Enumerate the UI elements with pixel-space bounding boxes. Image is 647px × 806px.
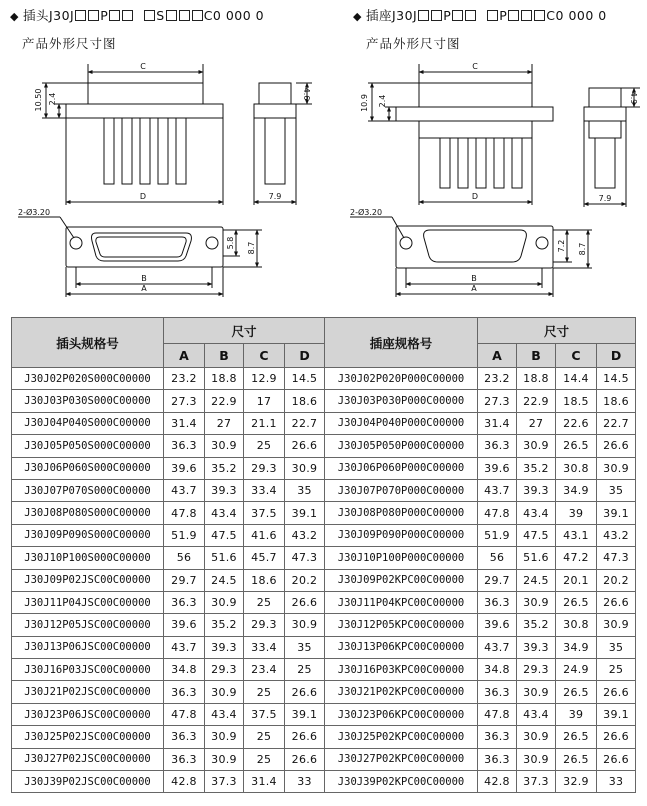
socket-b-cell: 30.9	[517, 748, 556, 770]
socket-b-cell: 43.4	[517, 502, 556, 524]
table-row	[12, 681, 636, 703]
plug-d-cell: 26.6	[285, 681, 325, 703]
socket-model-cell: J30J39P02KPC00C00000	[325, 771, 478, 793]
diamond-bullet-icon: ◆	[353, 10, 362, 23]
socket-c-cell: 32.9	[556, 771, 597, 793]
plug-d-cell: 26.6	[285, 748, 325, 770]
socket-d-cell: 26.6	[597, 748, 636, 770]
socket-b-cell: 30.9	[517, 681, 556, 703]
plug-model-cell: J30J09P02JSC00C00000	[12, 569, 164, 591]
socket-model-cell: J30J02P020P000C00000	[325, 368, 478, 390]
socket-b-cell: 27	[517, 412, 556, 434]
socket-d-cell: 22.7	[597, 412, 636, 434]
plug-model-cell: J30J21P02JSC00C00000	[12, 681, 164, 703]
socket-b-cell: 22.9	[517, 390, 556, 412]
table-row	[12, 390, 636, 412]
plug-d-cell: 30.9	[285, 614, 325, 636]
plug-d-cell: 26.6	[285, 591, 325, 613]
plug-c-cell: 25	[244, 748, 285, 770]
dim-holes-label: 2-Ø3.20	[350, 208, 383, 217]
plug-b-cell: 47.5	[205, 524, 244, 546]
socket-d-cell: 20.2	[597, 569, 636, 591]
diamond-bullet-icon: ◆	[10, 10, 19, 23]
socket-c-cell: 14.4	[556, 368, 597, 390]
plug-c-cell: 18.6	[244, 569, 285, 591]
dim-flange-height-label: 2.4	[378, 94, 387, 108]
socket-a-cell: 42.8	[478, 771, 517, 793]
plug-b-cell: 30.9	[205, 681, 244, 703]
socket-model-cell: J30J25P02KPC00C00000	[325, 726, 478, 748]
socket-c-cell: 30.8	[556, 457, 597, 479]
socket-c-cell: 18.5	[556, 390, 597, 412]
plug-c-cell: 45.7	[244, 547, 285, 569]
dim-a-label: A	[141, 284, 147, 293]
dim-side-width-label: 7.9	[598, 194, 612, 203]
socket-model-cell: J30J08P080P000C00000	[325, 502, 478, 524]
plug-b-cell: 39.3	[205, 479, 244, 501]
table-row	[12, 524, 636, 546]
table-row	[12, 748, 636, 770]
plug-b-cell: 22.9	[205, 390, 244, 412]
plug-series-s: S	[156, 8, 165, 23]
plug-d-cell: 14.5	[285, 368, 325, 390]
plug-a-cell: 27.3	[164, 390, 205, 412]
socket-b-cell: 39.3	[517, 636, 556, 658]
dim-a-label: A	[471, 284, 477, 293]
socket-model-cell: J30J12P05KPC00C00000	[325, 614, 478, 636]
plug-b-cell: 30.9	[205, 726, 244, 748]
socket-c-cell: 43.1	[556, 524, 597, 546]
table-row	[12, 547, 636, 569]
socket-a-cell: 36.3	[478, 591, 517, 613]
dim-h2-label: 8.7	[247, 241, 256, 255]
plug-drawing-subtitle: 产品外形尺寸图	[22, 36, 117, 51]
plug-model-cell: J30J27P02JSC00C00000	[12, 748, 164, 770]
plug-b-cell: 43.4	[205, 502, 244, 524]
dimension-table-body	[12, 368, 636, 793]
plug-model-cell: J30J16P03JSC00C00000	[12, 659, 164, 681]
table-row	[12, 726, 636, 748]
plug-b-cell: 35.2	[205, 457, 244, 479]
plug-d-cell: 20.2	[285, 569, 325, 591]
dim-holes-label: 2-Ø3.20	[18, 208, 51, 217]
plug-a-cell: 47.8	[164, 703, 205, 725]
dim-d-label: D	[471, 192, 479, 201]
socket-c-cell: 26.5	[556, 748, 597, 770]
socket-a-cell: 51.9	[478, 524, 517, 546]
plug-c-cell: 31.4	[244, 771, 285, 793]
dim-b-label: B	[141, 274, 147, 283]
dim-total-height-label: 10.50	[34, 88, 43, 112]
socket-a-cell: 36.3	[478, 726, 517, 748]
plug-b-cell: 29.3	[205, 659, 244, 681]
plug-c-cell: 29.3	[244, 614, 285, 636]
socket-b-cell: 37.3	[517, 771, 556, 793]
socket-d-cell: 30.9	[597, 457, 636, 479]
socket-c-cell: 20.1	[556, 569, 597, 591]
plug-d-cell: 47.3	[285, 547, 325, 569]
socket-model-cell: J30J16P03KPC00C00000	[325, 659, 478, 681]
socket-b-cell: 35.2	[517, 457, 556, 479]
plug-c-cell: 33.4	[244, 636, 285, 658]
table-row	[12, 412, 636, 434]
socket-series-prefix: 插座J30J	[365, 8, 418, 23]
plug-model-cell: J30J39P02JSC00C00000	[12, 771, 164, 793]
dim-c-label: C	[472, 62, 478, 71]
socket-b-cell: 24.5	[517, 569, 556, 591]
socket-d-cell: 26.6	[597, 591, 636, 613]
socket-model-cell: J30J06P060P000C00000	[325, 457, 478, 479]
plug-a-cell: 47.8	[164, 502, 205, 524]
dim-b-label: B	[471, 274, 477, 283]
table-row	[12, 636, 636, 658]
dim-h1-label: 5.8	[226, 236, 235, 250]
col-a-header: A	[478, 344, 517, 368]
dim-d-label: D	[139, 192, 147, 201]
plug-c-cell: 37.5	[244, 502, 285, 524]
socket-b-cell: 30.9	[517, 435, 556, 457]
socket-model-cell: J30J10P100P000C00000	[325, 547, 478, 569]
plug-b-cell: 51.6	[205, 547, 244, 569]
table-row	[12, 614, 636, 636]
socket-model-cell: J30J21P02KPC00C00000	[325, 681, 478, 703]
dim-side-height-label: 4.6	[302, 87, 311, 101]
plug-dimension-header: 尺寸	[164, 318, 325, 344]
table-row	[12, 479, 636, 501]
col-b-header: B	[205, 344, 244, 368]
plug-model-cell: J30J23P06JSC00C00000	[12, 703, 164, 725]
plug-series-suffix: C0 000 0	[203, 8, 265, 23]
socket-model-cell: J30J23P06KPC00C00000	[325, 703, 478, 725]
plug-a-cell: 29.7	[164, 569, 205, 591]
col-a-header: A	[164, 344, 205, 368]
socket-d-cell: 35	[597, 479, 636, 501]
plug-d-cell: 30.9	[285, 457, 325, 479]
plug-b-cell: 39.3	[205, 636, 244, 658]
socket-c-cell: 26.5	[556, 726, 597, 748]
plug-b-cell: 24.5	[205, 569, 244, 591]
socket-a-cell: 36.3	[478, 748, 517, 770]
plug-a-cell: 36.3	[164, 748, 205, 770]
plug-c-cell: 25	[244, 726, 285, 748]
col-d-header: D	[597, 344, 636, 368]
plug-a-cell: 43.7	[164, 479, 205, 501]
plug-d-cell: 26.6	[285, 435, 325, 457]
socket-series-suffix: C0 000 0	[546, 8, 607, 23]
socket-c-cell: 34.9	[556, 636, 597, 658]
plug-a-cell: 43.7	[164, 636, 205, 658]
plug-b-cell: 37.3	[205, 771, 244, 793]
plug-model-cell: J30J11P04JSC00C00000	[12, 591, 164, 613]
socket-series-p2: P	[499, 8, 508, 23]
socket-d-cell: 39.1	[597, 502, 636, 524]
plug-b-cell: 35.2	[205, 614, 244, 636]
plug-model-cell: J30J02P020S000C00000	[12, 368, 164, 390]
plug-top-view	[18, 217, 262, 297]
plug-model-cell: J30J08P080S000C00000	[12, 502, 164, 524]
socket-a-cell: 39.6	[478, 457, 517, 479]
socket-a-cell: 23.2	[478, 368, 517, 390]
plug-c-cell: 37.5	[244, 703, 285, 725]
plug-c-cell: 12.9	[244, 368, 285, 390]
plug-d-cell: 22.7	[285, 412, 325, 434]
plug-c-cell: 17	[244, 390, 285, 412]
plug-model-cell: J30J13P06JSC00C00000	[12, 636, 164, 658]
plug-a-cell: 31.4	[164, 412, 205, 434]
socket-d-cell: 39.1	[597, 703, 636, 725]
plug-d-cell: 39.1	[285, 502, 325, 524]
plug-d-cell: 18.6	[285, 390, 325, 412]
plug-a-cell: 42.8	[164, 771, 205, 793]
plug-a-cell: 23.2	[164, 368, 205, 390]
socket-model-cell: J30J03P030P000C00000	[325, 390, 478, 412]
socket-d-cell: 18.6	[597, 390, 636, 412]
plug-a-cell: 51.9	[164, 524, 205, 546]
table-row	[12, 703, 636, 725]
socket-c-cell: 39	[556, 502, 597, 524]
socket-model-cell: J30J04P040P000C00000	[325, 412, 478, 434]
table-row	[12, 591, 636, 613]
socket-d-cell: 26.6	[597, 435, 636, 457]
socket-b-cell: 30.9	[517, 591, 556, 613]
socket-d-cell: 47.3	[597, 547, 636, 569]
socket-c-cell: 34.9	[556, 479, 597, 501]
plug-d-cell: 43.2	[285, 524, 325, 546]
plug-c-cell: 41.6	[244, 524, 285, 546]
plug-a-cell: 56	[164, 547, 205, 569]
plug-b-cell: 30.9	[205, 591, 244, 613]
plug-model-cell: J30J25P02JSC00C00000	[12, 726, 164, 748]
plug-series-p: P	[100, 8, 109, 23]
plug-b-cell: 30.9	[205, 435, 244, 457]
plug-front-view	[42, 64, 223, 205]
plug-series-prefix: 插头J30J	[22, 8, 75, 23]
socket-d-cell: 14.5	[597, 368, 636, 390]
socket-b-cell: 35.2	[517, 614, 556, 636]
col-d-header: D	[285, 344, 325, 368]
socket-model-cell: J30J13P06KPC00C00000	[325, 636, 478, 658]
table-row	[12, 771, 636, 793]
socket-d-cell: 30.9	[597, 614, 636, 636]
table-row	[12, 659, 636, 681]
socket-b-cell: 43.4	[517, 703, 556, 725]
socket-dimension-header: 尺寸	[478, 318, 636, 344]
plug-a-cell: 36.3	[164, 726, 205, 748]
plug-c-cell: 33.4	[244, 479, 285, 501]
socket-model-cell: J30J07P070P000C00000	[325, 479, 478, 501]
plug-b-cell: 27	[205, 412, 244, 434]
socket-c-cell: 26.5	[556, 435, 597, 457]
plug-c-cell: 25	[244, 681, 285, 703]
plug-b-cell: 43.4	[205, 703, 244, 725]
socket-c-cell: 24.9	[556, 659, 597, 681]
socket-a-cell: 47.8	[478, 703, 517, 725]
socket-a-cell: 39.6	[478, 614, 517, 636]
socket-a-cell: 36.3	[478, 435, 517, 457]
plug-model-cell: J30J12P05JSC00C00000	[12, 614, 164, 636]
col-c-header: C	[556, 344, 597, 368]
socket-c-cell: 47.2	[556, 547, 597, 569]
plug-a-cell: 39.6	[164, 457, 205, 479]
socket-b-cell: 47.5	[517, 524, 556, 546]
socket-d-cell: 25	[597, 659, 636, 681]
plug-model-cell: J30J04P040S000C00000	[12, 412, 164, 434]
socket-a-cell: 34.8	[478, 659, 517, 681]
socket-b-cell: 30.9	[517, 726, 556, 748]
table-row	[12, 368, 636, 390]
dim-c-label: C	[140, 62, 146, 71]
table-row	[12, 457, 636, 479]
socket-model-cell: J30J11P04KPC00C00000	[325, 591, 478, 613]
socket-a-cell: 27.3	[478, 390, 517, 412]
plug-model-cell: J30J07P070S000C00000	[12, 479, 164, 501]
plug-a-cell: 36.3	[164, 435, 205, 457]
socket-model-cell: J30J27P02KPC00C00000	[325, 748, 478, 770]
plug-c-cell: 25	[244, 591, 285, 613]
plug-d-cell: 25	[285, 659, 325, 681]
plug-a-cell: 34.8	[164, 659, 205, 681]
plug-c-cell: 29.3	[244, 457, 285, 479]
socket-side-view	[584, 88, 640, 207]
socket-b-cell: 18.8	[517, 368, 556, 390]
plug-model-cell: J30J09P090S000C00000	[12, 524, 164, 546]
socket-a-cell: 31.4	[478, 412, 517, 434]
socket-a-cell: 43.7	[478, 479, 517, 501]
plug-model-cell: J30J03P030S000C00000	[12, 390, 164, 412]
socket-c-cell: 39	[556, 703, 597, 725]
plug-model-cell: J30J10P100S000C00000	[12, 547, 164, 569]
plug-a-cell: 36.3	[164, 591, 205, 613]
socket-b-cell: 51.6	[517, 547, 556, 569]
plug-c-cell: 23.4	[244, 659, 285, 681]
socket-d-cell: 33	[597, 771, 636, 793]
plug-d-cell: 33	[285, 771, 325, 793]
socket-d-cell: 43.2	[597, 524, 636, 546]
socket-c-cell: 26.5	[556, 681, 597, 703]
plug-d-cell: 26.6	[285, 726, 325, 748]
socket-d-cell: 26.6	[597, 681, 636, 703]
plug-d-cell: 35	[285, 479, 325, 501]
table-row	[12, 502, 636, 524]
socket-a-cell: 36.3	[478, 681, 517, 703]
col-c-header: C	[244, 344, 285, 368]
dim-h1-label: 7.2	[557, 239, 566, 253]
socket-c-cell: 26.5	[556, 591, 597, 613]
plug-a-cell: 36.3	[164, 681, 205, 703]
dim-flange-height-label: 2.4	[48, 92, 57, 106]
socket-a-cell: 47.8	[478, 502, 517, 524]
dim-total-height-label: 10.9	[360, 94, 369, 112]
plug-b-cell: 18.8	[205, 368, 244, 390]
socket-a-cell: 43.7	[478, 636, 517, 658]
socket-model-cell: J30J09P02KPC00C00000	[325, 569, 478, 591]
socket-d-cell: 35	[597, 636, 636, 658]
socket-model-cell: J30J09P090P000C00000	[325, 524, 478, 546]
dim-h2-label: 8.7	[578, 242, 587, 256]
socket-c-cell: 22.6	[556, 412, 597, 434]
table-row	[12, 569, 636, 591]
socket-model-header: 插座规格号	[325, 318, 478, 368]
socket-b-cell: 39.3	[517, 479, 556, 501]
socket-d-cell: 26.6	[597, 726, 636, 748]
dimension-table	[11, 317, 636, 793]
socket-c-cell: 30.8	[556, 614, 597, 636]
dim-side-height-label: 4.9	[629, 91, 638, 105]
socket-model-cell: J30J05P050P000C00000	[325, 435, 478, 457]
dim-side-width-label: 7.9	[268, 192, 282, 201]
plug-model-header: 插头规格号	[12, 318, 164, 368]
plug-d-cell: 39.1	[285, 703, 325, 725]
outline-drawings	[0, 0, 647, 310]
socket-series-p1: P	[443, 8, 452, 23]
socket-drawing-subtitle: 产品外形尺寸图	[366, 36, 461, 51]
plug-a-cell: 39.6	[164, 614, 205, 636]
socket-front-view	[368, 64, 553, 205]
plug-side-view	[254, 83, 312, 205]
col-b-header: B	[517, 344, 556, 368]
socket-b-cell: 29.3	[517, 659, 556, 681]
plug-d-cell: 35	[285, 636, 325, 658]
socket-a-cell: 29.7	[478, 569, 517, 591]
plug-c-cell: 21.1	[244, 412, 285, 434]
socket-a-cell: 56	[478, 547, 517, 569]
table-row	[12, 435, 636, 457]
plug-b-cell: 30.9	[205, 748, 244, 770]
plug-model-cell: J30J06P060S000C00000	[12, 457, 164, 479]
plug-c-cell: 25	[244, 435, 285, 457]
plug-model-cell: J30J05P050S000C00000	[12, 435, 164, 457]
